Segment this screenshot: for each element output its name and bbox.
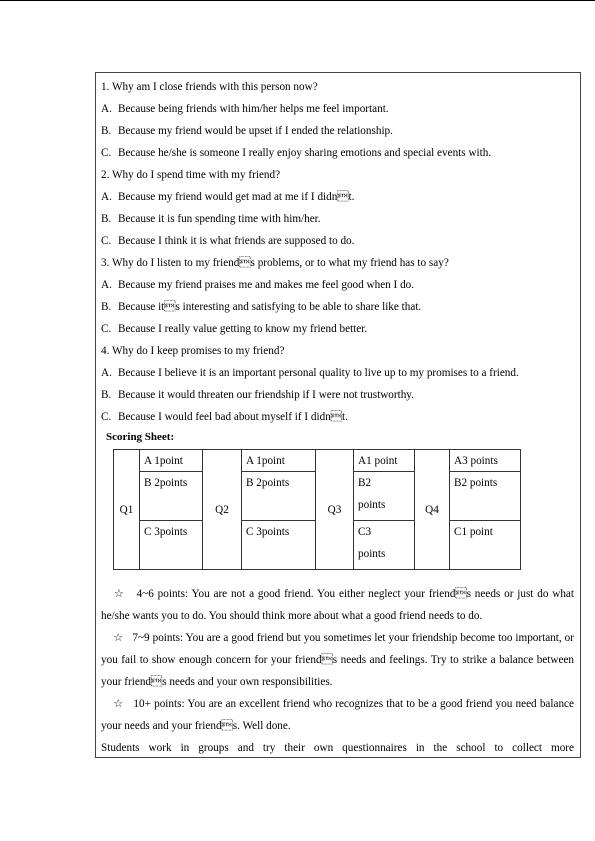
q4-b: B2 points (450, 472, 521, 521)
option-1b: B. Because my friend would be upset if I ended the relationship. (101, 125, 393, 137)
q2-a: A 1point (242, 450, 316, 472)
option-3c: C. Because I really value getting to know my friend better. (101, 323, 368, 335)
q3-b: B2 points (354, 472, 415, 521)
top-rule (0, 0, 595, 1)
q3-c: C3 points (354, 521, 415, 570)
q2-label: Q2 (203, 450, 242, 570)
q4-a: A3 points (450, 450, 521, 472)
star-icon: ☆ (113, 632, 124, 644)
q1-b: B 2points (140, 472, 203, 521)
result-mid: ☆ 7~9 points: You are a good friend but you sometimes let your friendship become too important, or you fail to show enough concern for your friends needs and feelings. Try to strike a balance between your friends needs and your own responsibilities. (101, 632, 575, 688)
option-3b: B. Because its interesting and satisfying to be able to share like that. (101, 301, 422, 313)
q3-a: A1 point (354, 450, 415, 472)
option-1a: A. Because being friends with him/her helps me feel important. (101, 103, 389, 115)
scoring-table (113, 449, 521, 570)
q3-label: Q3 (316, 450, 354, 570)
option-2a: A. Because my friend would get mad at me if I didnt. (101, 191, 355, 203)
option-2b: B. Because it is fun spending time with him/her. (101, 213, 321, 225)
q1-label: Q1 (114, 450, 140, 570)
q2-b: B 2points (242, 472, 316, 521)
q4-label: Q4 (415, 450, 450, 570)
q4-c: C1 point (450, 521, 521, 570)
question-2: 2. Why do I spend time with my friend? (101, 169, 281, 181)
option-4c: C. Because I would feel bad about myself if I didnt. (101, 411, 348, 423)
star-icon: ☆ (113, 698, 124, 710)
option-1c: C. Because he/she is someone I really enjoy sharing emotions and special events with. (101, 147, 492, 159)
result-low: ☆ 4~6 points: You are not a good friend. You either neglect your friends needs or just do what he/she wants you to do. You should think more about what a good friend needs to do. (101, 588, 574, 622)
option-3a: A. Because my friend praises me and makes me feel good when I do. (101, 279, 415, 291)
closing-line: Students work in groups and try their own questionnaires in the school to collect more (101, 742, 574, 754)
option-2c: C. Because I think it is what friends are supposed to do. (101, 235, 355, 247)
scoring-heading: Scoring Sheet: (106, 431, 175, 443)
question-3: 3. Why do I listen to my friends problems, or to what my friend has to say? (101, 257, 449, 269)
option-4b: B. Because it would threaten our friendship if I were not trustworthy. (101, 389, 414, 401)
q1-c: C 3points (140, 521, 203, 570)
option-4a: A. Because I believe it is an important personal quality to live up to my promises to a friend. (101, 367, 519, 379)
result-high: ☆ 10+ points: You are an excellent friend who recognizes that to be a good friend you need balance your needs and your friends. Well done. (101, 698, 574, 732)
question-4: 4. Why do I keep promises to my friend? (101, 345, 285, 357)
question-1: 1. Why am I close friends with this person now? (101, 81, 318, 93)
star-icon: ☆ (113, 588, 126, 600)
q2-c: C 3points (242, 521, 316, 570)
q1-a: A 1point (140, 450, 203, 472)
